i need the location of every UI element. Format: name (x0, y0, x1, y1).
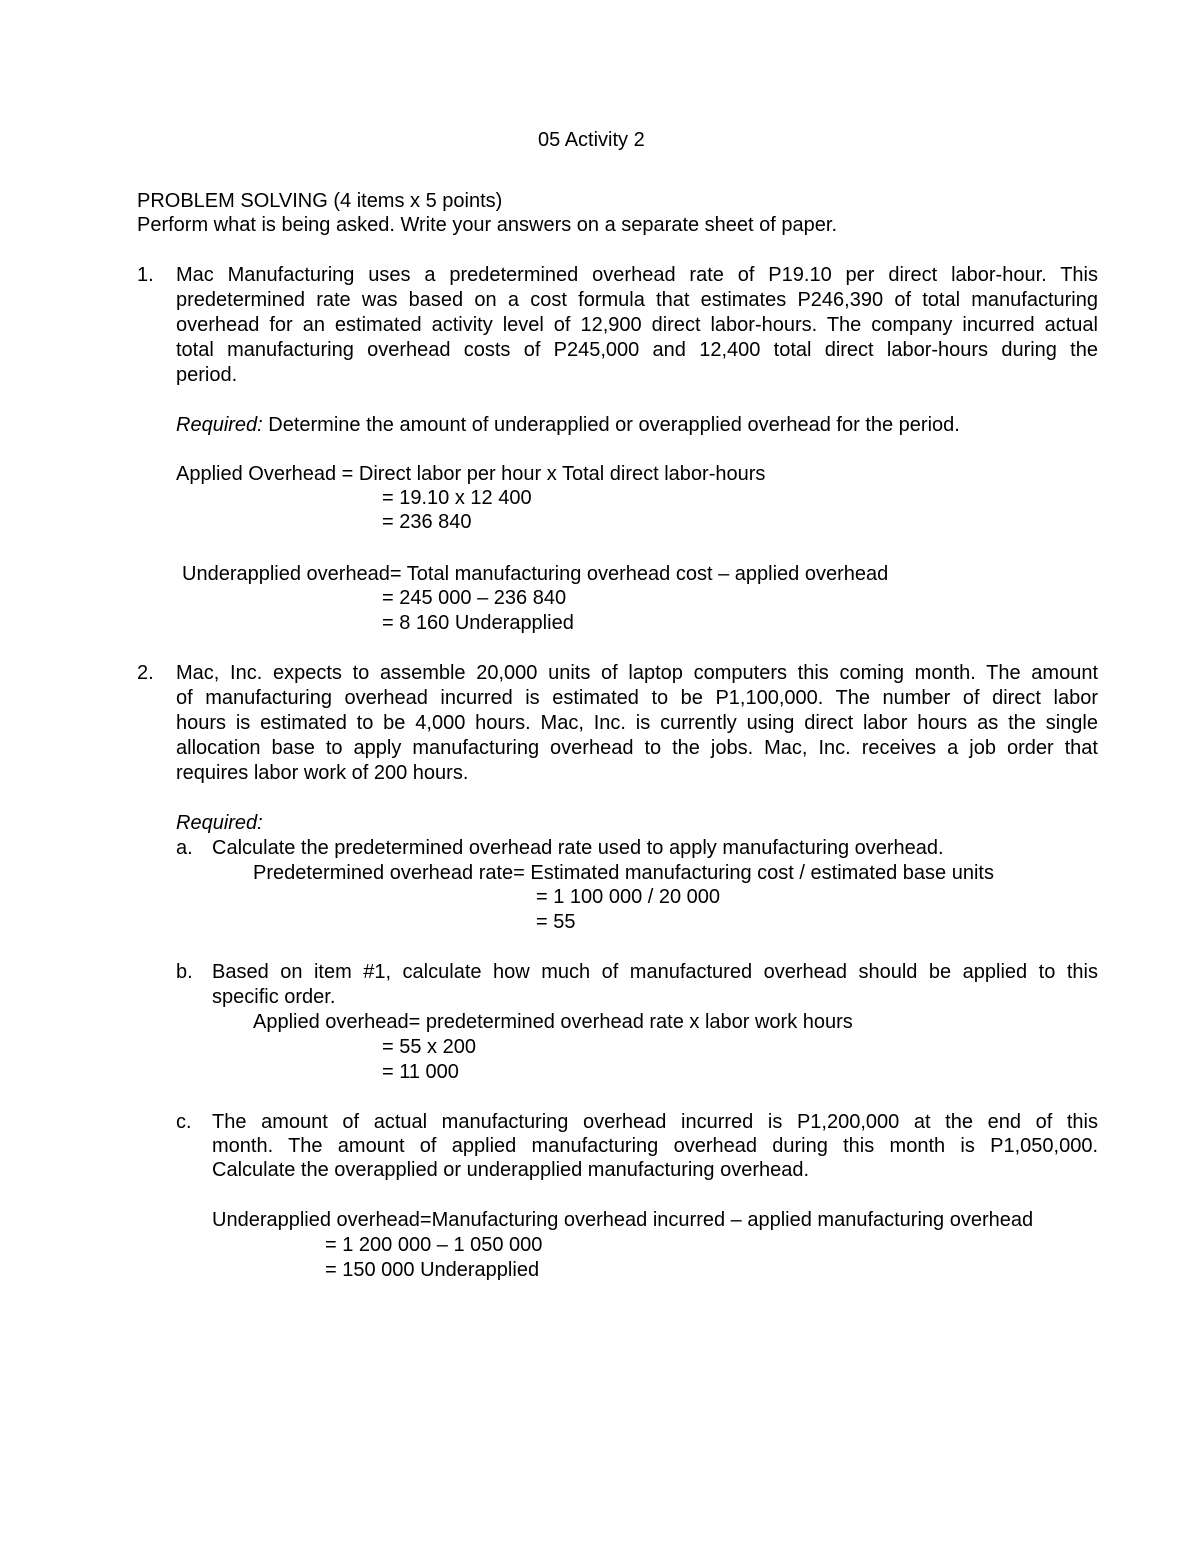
problem-1-number: 1. (137, 264, 154, 286)
problem-2-text-line: hours is estimated to be 4,000 hours. Mac, Inc. is currently using direct labor hours as the single (176, 712, 1098, 734)
applied-overhead-result: = 236 840 (382, 511, 472, 533)
part-c-step: = 1 200 000 – 1 050 000 (325, 1234, 543, 1256)
problem-2-text-line: of manufacturing overhead incurred is estimated to be P1,100,000. The number of direct labor (176, 687, 1098, 709)
problem-2-required-label: Required: (176, 812, 263, 834)
problem-1-required (176, 413, 960, 438)
part-b-question-line: Based on item #1, calculate how much of manufactured overhead should be applied to this (212, 961, 1098, 983)
document-title: 05 Activity 2 (538, 129, 645, 151)
problem-2-text-line: Mac, Inc. expects to assemble 20,000 units of laptop computers this coming month. The amount (176, 662, 1098, 684)
part-a-formula: Predetermined overhead rate= Estimated manufacturing cost / estimated base units (253, 862, 994, 884)
part-b-formula: Applied overhead= predetermined overhead rate x labor work hours (253, 1011, 853, 1033)
part-a-letter: a. (176, 837, 193, 859)
part-b-question-line: specific order. (212, 986, 336, 1008)
underapplied-overhead-step: = 245 000 – 236 840 (382, 587, 567, 609)
problem-1-text-line: overhead for an estimated activity level of 12,900 direct labor-hours. The company incurred actual (176, 314, 1098, 336)
part-b-step: = 55 x 200 (382, 1036, 476, 1058)
problem-2-number: 2. (137, 662, 154, 684)
required-label: Required: (176, 414, 263, 436)
part-a-result: = 55 (536, 911, 576, 933)
part-c-question-line: month. The amount of applied manufacturing overhead during this month is P1,050,000. (212, 1135, 1098, 1157)
part-c-formula: Underapplied overhead=Manufacturing overhead incurred – applied manufacturing overhead (212, 1209, 1034, 1231)
applied-overhead-formula: Applied Overhead = Direct labor per hour x Total direct labor-hours (176, 463, 766, 485)
part-b-result: = 11 000 (382, 1061, 459, 1083)
underapplied-overhead-result: = 8 160 Underapplied (382, 612, 574, 634)
instructions: Perform what is being asked. Write your answers on a separate sheet of paper. (137, 214, 837, 236)
part-c-result: = 150 000 Underapplied (325, 1259, 540, 1281)
required-text: Determine the amount of underapplied or overapplied overhead for the period. (262, 414, 960, 436)
problem-2-text-line: requires labor work of 200 hours. (176, 762, 469, 784)
problem-2-text-line: allocation base to apply manufacturing overhead to the jobs. Mac, Inc. receives a job order that (176, 737, 1098, 759)
problem-1-text-line: Mac Manufacturing uses a predetermined overhead rate of P19.10 per direct labor-hour. This (176, 264, 1098, 286)
part-a-question: Calculate the predetermined overhead rate used to apply manufacturing overhead. (212, 837, 944, 859)
underapplied-overhead-formula: Underapplied overhead= Total manufacturing overhead cost – applied overhead (182, 563, 889, 585)
part-b-letter: b. (176, 961, 193, 983)
part-c-question-line: The amount of actual manufacturing overhead incurred is P1,200,000 at the end of this (212, 1111, 1098, 1133)
part-a-step: = 1 100 000 / 20 000 (536, 886, 721, 908)
problem-1-text-line: total manufacturing overhead costs of P245,000 and 12,400 total direct labor-hours during the (176, 339, 1098, 361)
part-c-letter: c. (176, 1111, 192, 1133)
problem-1-text-line: period. (176, 364, 238, 386)
section-heading: PROBLEM SOLVING (4 items x 5 points) (137, 190, 503, 212)
problem-1-text-line: predetermined rate was based on a cost formula that estimates P246,390 of total manufacturing (176, 289, 1098, 311)
applied-overhead-step: = 19.10 x 12 400 (382, 487, 532, 509)
part-c-question-line: Calculate the overapplied or underapplied manufacturing overhead. (212, 1159, 810, 1181)
